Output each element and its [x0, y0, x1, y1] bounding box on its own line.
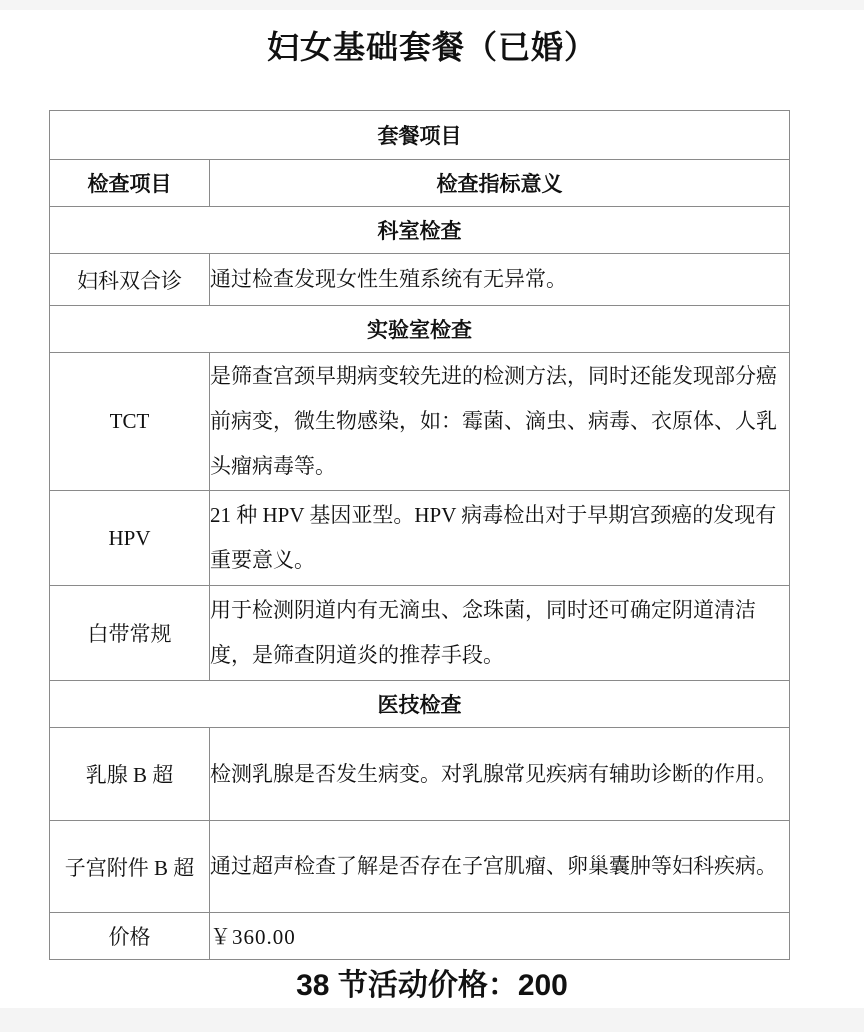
table-row: [50, 728, 790, 821]
item-desc-hpv: 21 种 HPV 基因亚型。HPV 病毒检出对于早期宫颈癌的发现有重要意义。: [210, 491, 790, 586]
section-name-medtech: 医技检查: [50, 681, 790, 728]
item-name-breast-ultrasound: 乳腺 B 超: [50, 728, 210, 821]
table-row: [50, 586, 790, 681]
table-caption-row: [50, 111, 790, 160]
item-desc-breast-ultrasound: 检测乳腺是否发生病变。对乳腺常见疾病有辅助诊断的作用。: [210, 728, 790, 821]
page-bottom-edge: [0, 1008, 864, 1032]
item-name-tct: TCT: [50, 353, 210, 491]
column-header-row: [50, 160, 790, 207]
column-header-meaning: 检查指标意义: [210, 160, 790, 207]
item-name-hpv: HPV: [50, 491, 210, 586]
price-value: ￥360.00: [210, 913, 790, 960]
table-row: [50, 353, 790, 491]
item-desc-leukorrhea: 用于检测阴道内有无滴虫、念珠菌，同时还可确定阴道清洁度，是筛查阴道炎的推荐手段。: [210, 586, 790, 681]
page-top-edge: [0, 0, 864, 10]
item-name-leukorrhea: 白带常规: [50, 586, 210, 681]
section-header-row: [50, 681, 790, 728]
item-desc-gyn-exam: 通过检查发现女性生殖系统有无异常。: [210, 254, 790, 306]
price-row: [50, 913, 790, 960]
table-caption: 套餐项目: [50, 111, 790, 160]
item-name-gyn-exam: 妇科双合诊: [50, 254, 210, 306]
table-row: [50, 821, 790, 913]
item-desc-uterus-ultrasound: 通过超声检查了解是否存在子宫肌瘤、卵巢囊肿等妇科疾病。: [210, 821, 790, 913]
promo-price-note: 38 节活动价格：200: [296, 969, 568, 1002]
section-name-dept: 科室检查: [50, 207, 790, 254]
section-header-row: [50, 207, 790, 254]
column-header-item: 检查项目: [50, 160, 210, 207]
package-table: [49, 110, 790, 960]
section-header-row: [50, 306, 790, 353]
table-row: [50, 254, 790, 306]
section-name-lab: 实验室检查: [50, 306, 790, 353]
item-desc-tct: 是筛查宫颈早期病变较先进的检测方法，同时还能发现部分癌前病变，微生物感染，如：霉菌、滴虫、病毒、衣原体、人乳头瘤病毒等。: [210, 353, 790, 491]
page-title: 妇女基础套餐（已婚）: [266, 29, 597, 65]
item-name-uterus-ultrasound: 子宫附件 B 超: [50, 821, 210, 913]
price-label: 价格: [50, 913, 210, 960]
table-row: [50, 491, 790, 586]
